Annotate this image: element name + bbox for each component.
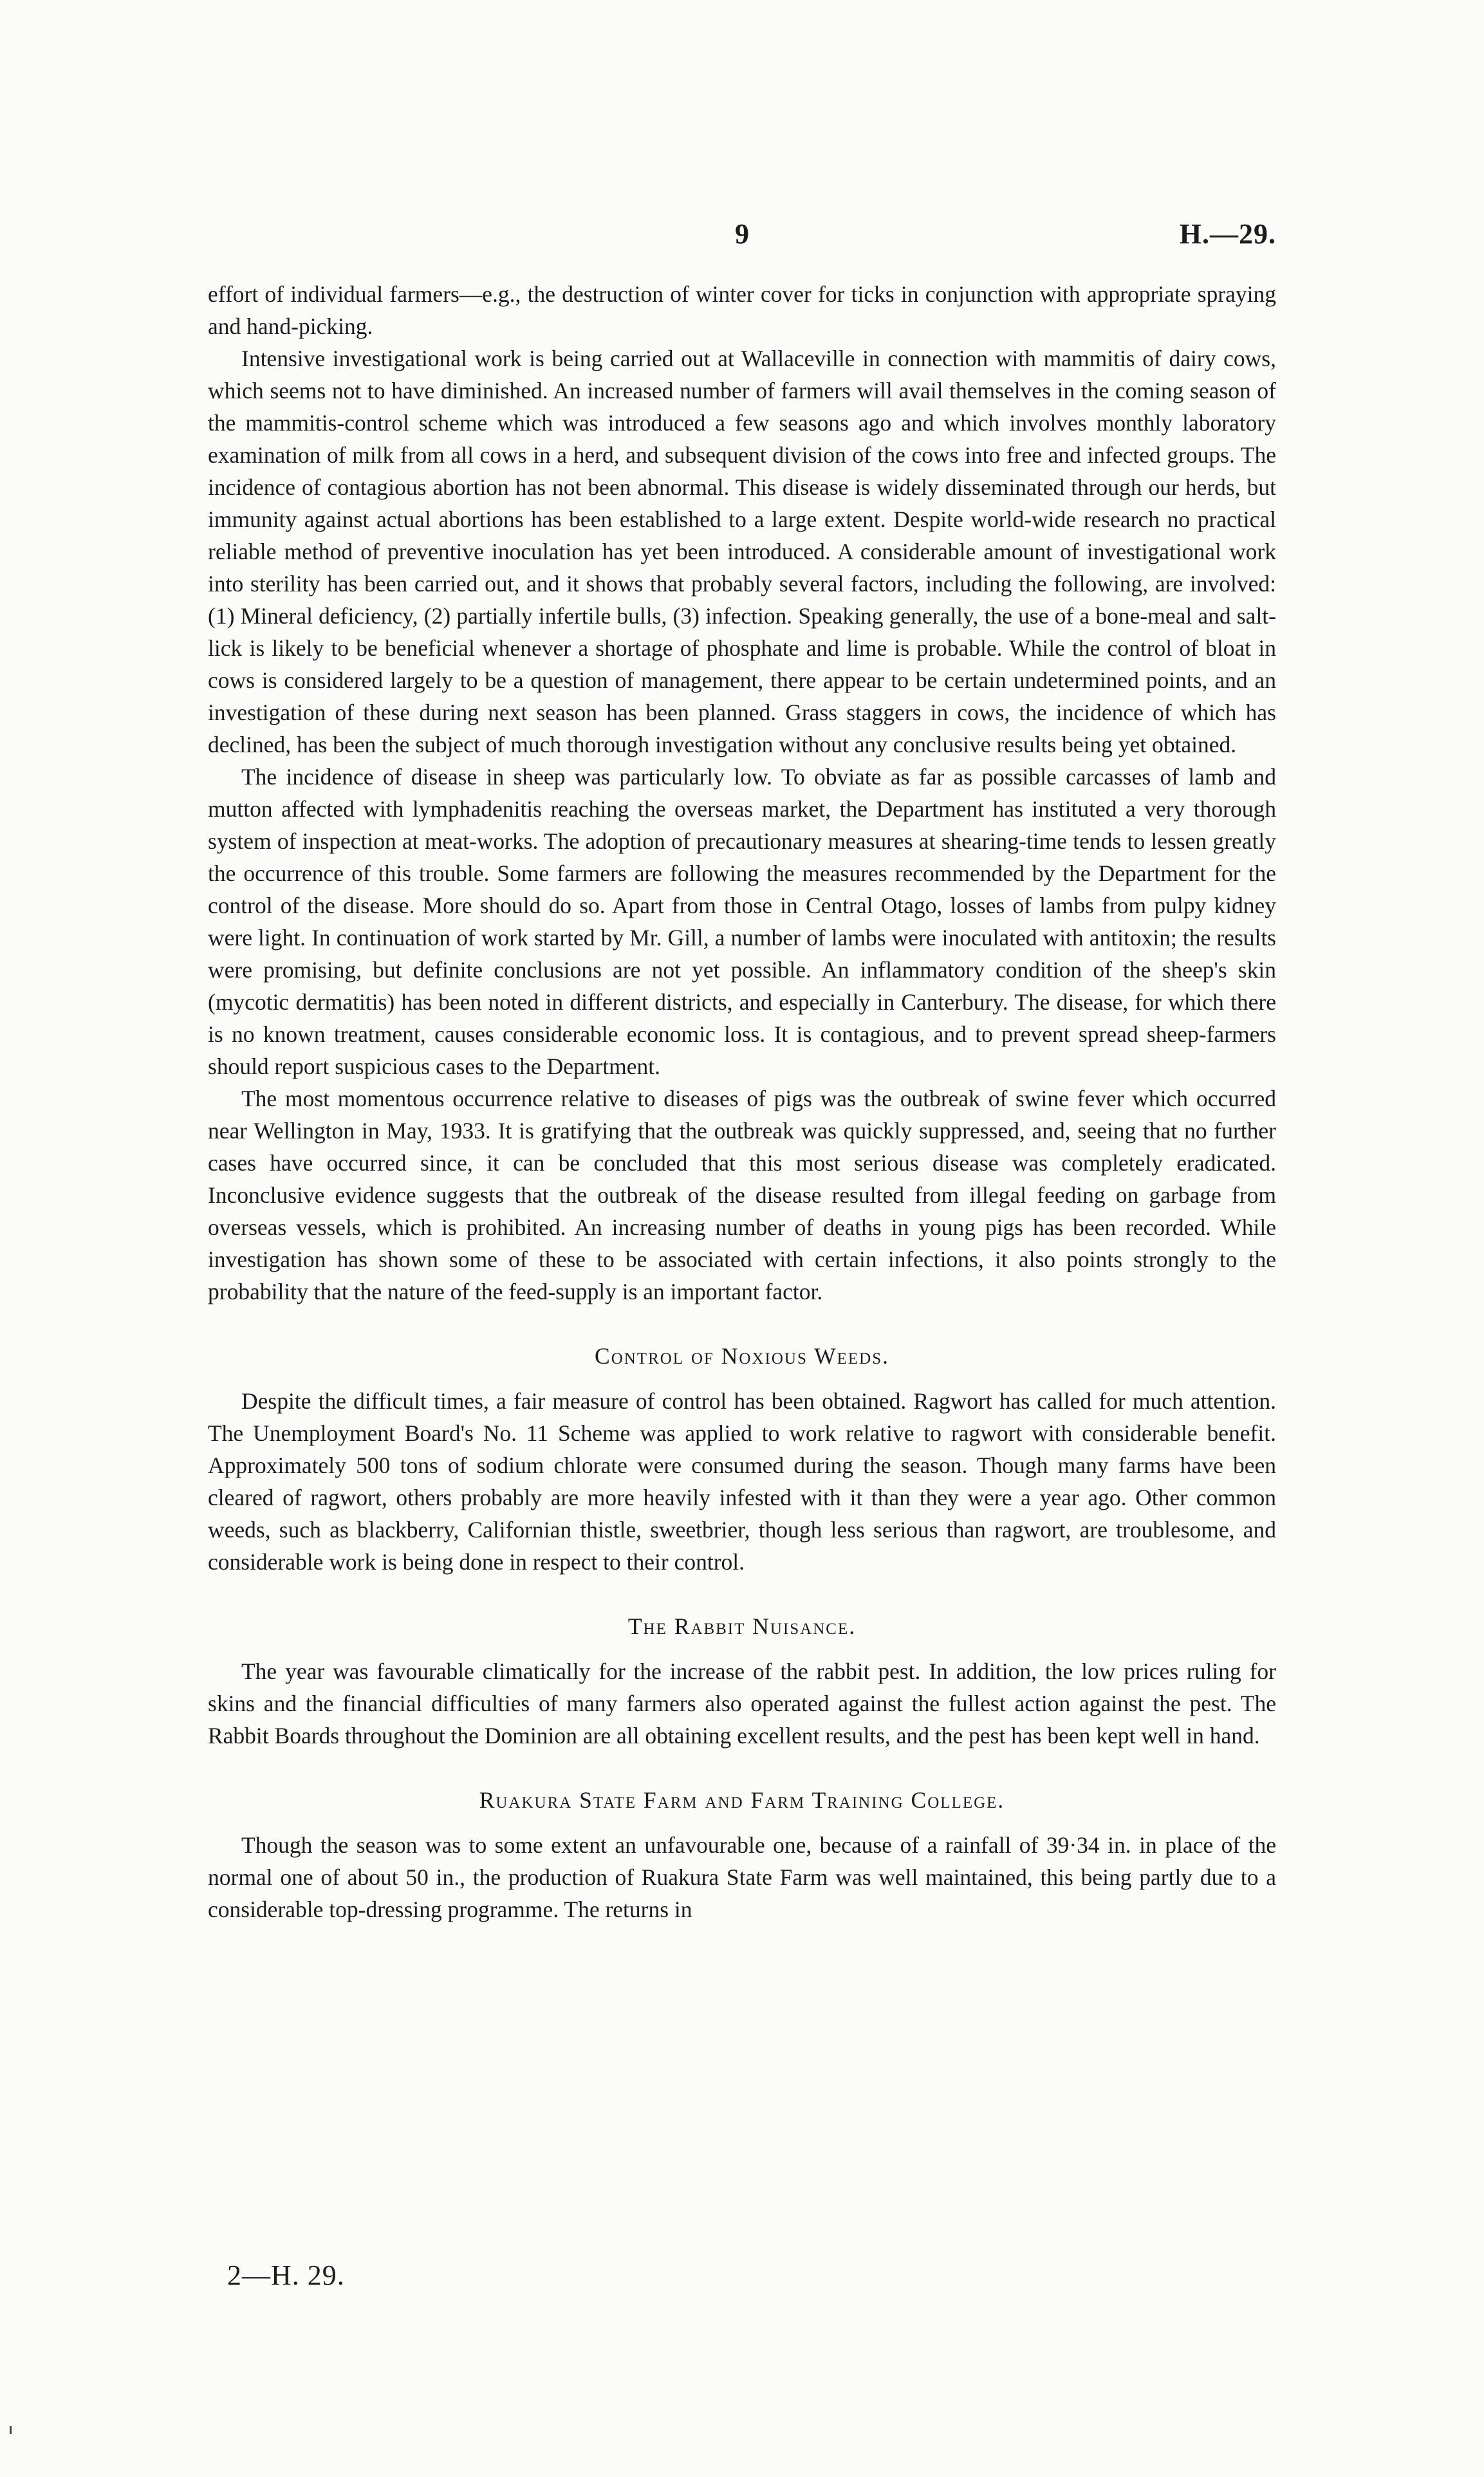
section-heading-noxious-weeds: Control of Noxious Weeds. [595,1343,889,1369]
paragraph: Despite the difficult times, a fair measure of control has been obtained. Ragwort has called for much attention. The Unemployment Board's No. 11 Scheme was applied to work relative to ragwort with considerable benefit. Approximately 500 tons of sodium chlorate were consumed during the season. Though many farms have been cleared of ragwort, others probably are more heavily infested with it than they were a year ago. Other common weeds, such as blackberry, Californian thistle, sweetbrier, though less serious than ragwort, are troublesome, and considerable work is being done in respect to their control. [208,1388,1276,1575]
paragraph: The most momentous occurrence relative to diseases of pigs was the outbreak of swine fever which occurred near Wellington in May, 1933. It is gratifying that the outbreak was quickly suppressed, and, seeing that no further cases have occurred since, it can be concluded that this most serious disease was completely eradicated. Inconclusive evidence suggests that the outbreak of the disease resulted from illegal feeding on garbage from overseas vessels, which is prohibited. An increasing number of deaths in young pigs has been recorded. While investigation has shown some of these to be associated with certain infections, it also points strongly to the probability that the nature of the feed-supply is an important factor. [208,1086,1276,1304]
section-heading-rabbit-nuisance: The Rabbit Nuisance. [627,1613,857,1639]
scan-edge-mark [10,2426,12,2434]
paragraph: The year was favourable climatically for the increase of the rabbit pest. In addition, the low prices ruling for skins and the financial difficulties of many farmers also operated against the fullest action against the pest. The Rabbit Boards throughout the Dominion are all obtaining excellent results, and the pest has been kept well in hand. [208,1658,1276,1749]
document-reference: H.—29. [1179,218,1276,250]
page-number: 9 [735,218,749,250]
signature-mark: 2—H. 29. [227,2259,345,2291]
section-heading-ruakura-farm: Ruakura State Farm and Farm Training College. [479,1787,1005,1813]
body-text [208,278,1276,1925]
paragraph: The incidence of disease in sheep was particularly low. To obviate as far as possible carcasses of lamb and mutton affected with lymphadenitis reaching the overseas market, the Department has instituted a very thorough system of inspection at meat-works. The adoption of precautionary measures at shearing-time tends to lessen greatly the occurrence of this trouble. Some farmers are following the measures recommended by the Department for the control of the disease. More should do so. Apart from those in Central Otago, losses of lambs from pulpy kidney were light. In continuation of work started by Mr. Gill, a number of lambs were inoculated with antitoxin; the results were promising, but definite conclusions are not yet possible. An inflammatory condition of the sheep's skin (mycotic dermatitis) has been noted in different districts, and especially in Canterbury. The disease, for which there is no known treatment, causes considerable economic loss. It is contagious, and to prevent spread sheep-farmers should report suspicious cases to the Department. [208,764,1276,1079]
paragraph: Intensive investigational work is being carried out at Wallaceville in connection with mammitis of dairy cows, which seems not to have diminished. An increased number of farmers will avail themselves in the coming season of the mammitis-control scheme which was introduced a few seasons ago and which involves monthly laboratory examination of milk from all cows in a herd, and subsequent division of the cows into free and infected groups. The incidence of contagious abortion has not been abnormal. This disease is widely disseminated through our herds, but immunity against actual abortions has been established to a large extent. Despite world-wide research no practical reliable method of preventive inoculation has yet been introduced. A considerable amount of investigational work into sterility has been carried out, and it shows that probably several factors, including the following, are involved: (1) Mineral deficiency, (2) partially infertile bulls, (3) infection. Speaking generally, the use of a bone-meal and salt-lick is likely to be beneficial whenever a shortage of phosphate and lime is probable. While the control of bloat in cows is considered largely to be a question of management, there appear to be certain undetermined points, and an investigation of these during next season has been planned. Grass staggers in cows, the incidence of which has declined, has been the subject of much thorough investigation without any conclusive results being yet obtained. [208,346,1276,757]
paragraph: effort of individual farmers—e.g., the destruction of winter cover for ticks in conjunction with appropriate spraying and hand-picking. [208,281,1276,339]
paragraph: Though the season was to some extent an unfavourable one, because of a rainfall of 39·34 in. in place of the normal one of about 50 in., the production of Ruakura State Farm was well maintained, this being partly due to a considerable top-dressing programme. The returns in [208,1832,1276,1922]
page-header [208,218,1276,256]
